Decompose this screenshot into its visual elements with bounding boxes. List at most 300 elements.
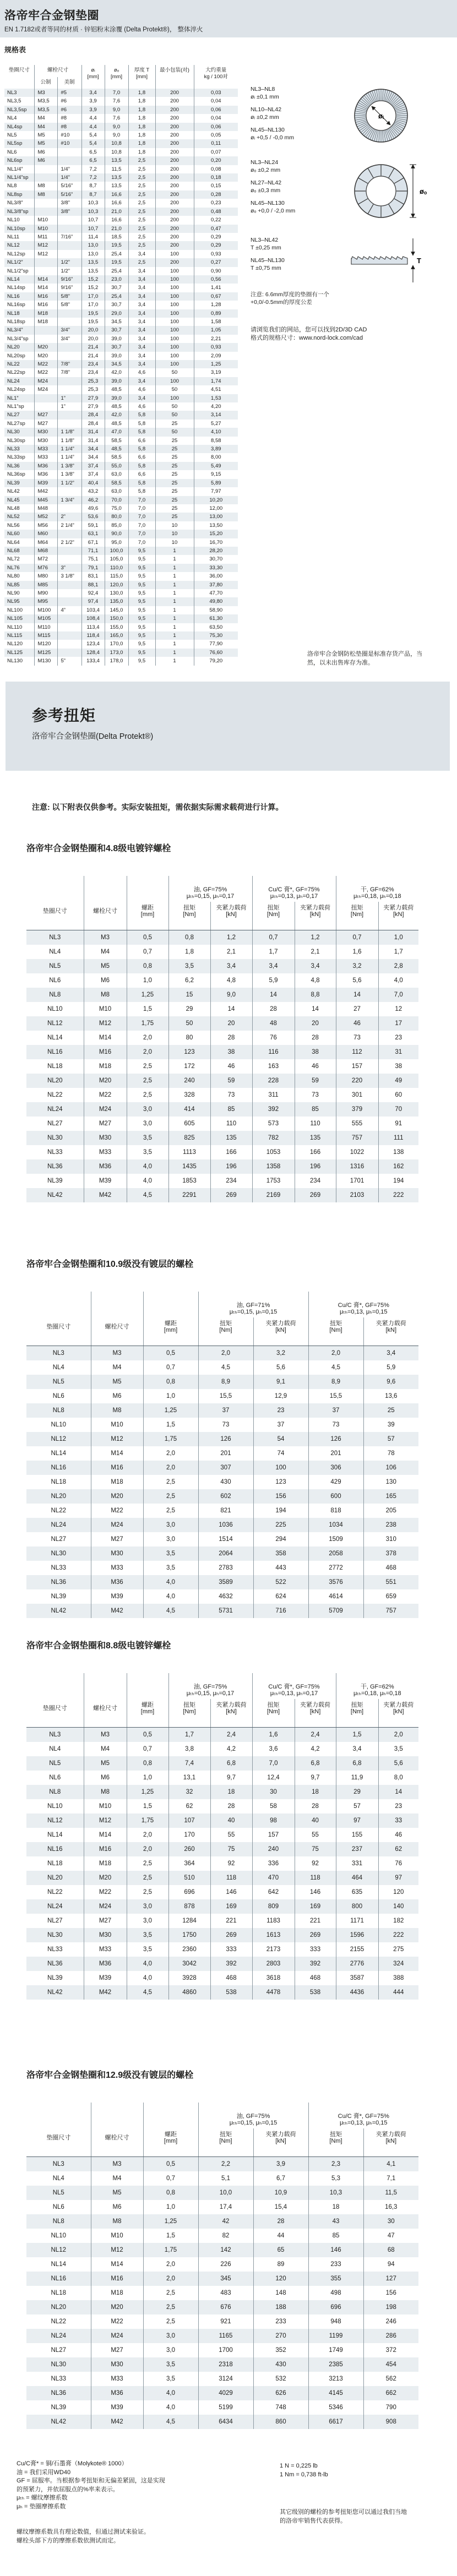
table-cell: 4860 [168,1985,210,2000]
table-row [4,496,238,504]
table-cell: 5,6 [378,1756,418,1771]
table-cell: NL18sp [7,318,25,325]
table-cell: 12,9 [253,1389,308,1403]
table-cell: 222 [378,1188,418,1202]
table-cell: M130 [34,657,57,665]
table-cell: M5 [91,1375,143,1389]
table-cell: 468 [295,1971,336,1985]
table-cell: M3,5 [34,106,57,114]
torque-table-body [26,1728,418,2000]
table-cell: 3/8” [57,199,81,207]
table-row [4,555,238,563]
table-cell: 116 [252,1045,295,1059]
table-cell [57,581,81,589]
table-cell: 0,7 [127,945,168,959]
table-cell: 25 [155,420,194,428]
text-line: [Nm] [183,911,196,918]
table-cell: 3,0 [127,1117,168,1131]
table-cell: 1,7 [252,945,295,959]
table-cell: 200 [155,233,194,241]
table-cell: NL48 [7,505,20,511]
table-cell: NL16 [51,2275,66,2282]
table-cell: 123 [168,1045,210,1059]
table-cell: NL6 [52,2204,64,2210]
table-cell: 10,7 [81,225,105,233]
table-cell: 46 [378,1828,418,1842]
table-cell: 6,5 [81,148,105,156]
table-cell: 3589 [198,1575,253,1589]
table-cell: 1 3/8” [57,470,81,478]
table-row [26,1102,418,1117]
torque-section-4-8 [26,841,418,1202]
table-cell: 57 [363,1432,418,1446]
table-cell: M33 [84,1145,127,1159]
table-cell: 642 [252,1885,295,1899]
table-cell: NL60 [7,531,20,537]
table-row [26,1002,418,1016]
table-cell: 4,5 [143,2415,198,2429]
table-cell: 3/8” [57,208,81,216]
table-cell: 62 [168,1799,210,1813]
text-line: 扭矩 [267,905,280,911]
text-line: 夹紧力载荷 [376,1320,406,1327]
table-cell: NL16 [51,1464,66,1471]
table-row [26,1504,418,1518]
table-cell: 135 [210,1131,252,1145]
table-cell: 15,5 [198,1389,253,1403]
table-cell: 345 [198,2272,253,2286]
table-cell: 1,0 [143,2200,198,2214]
table-cell: M30 [91,1546,143,1561]
text-line: [Nm] [183,1708,196,1715]
table-row [26,1771,418,1785]
table-cell: 3,5 [127,1928,168,1942]
footnotes-left [17,2460,259,2511]
footnote-line: 其它级别的螺栓的参考扭矩您可以通过我们当地 [280,2509,407,2515]
table-cell: M33 [91,2372,143,2386]
table-cell: 3 1/8” [57,572,81,580]
table-cell: 133,4 [81,657,105,665]
table-cell: 1 1/2” [57,479,81,487]
table-cell: 748 [253,2400,308,2415]
table-cell: 200 [155,190,194,199]
torque-column-header [336,1699,378,1728]
table-cell: 573 [252,1117,295,1131]
table-row [26,1856,418,1871]
stock-note-line: 然，以未出售库存为准。 [307,660,374,666]
table-cell: 286 [363,2329,418,2343]
table-cell: 55 [210,1828,252,1842]
table-cell: 364 [168,1856,210,1871]
table-cell: 18 [295,1785,336,1799]
torque-column-header [308,2128,363,2157]
table-cell: 90,0 [105,530,128,538]
table-cell: 238 [363,1518,418,1532]
table-row [26,1117,418,1131]
table-row [4,640,238,648]
table-cell: 2 1/4” [57,521,81,530]
table-cell: 30,70 [194,555,238,563]
table-cell: NL30 [47,1135,63,1141]
table-row [4,437,238,445]
table-cell: 38 [210,1045,252,1059]
table-row [26,2415,418,2429]
table-cell: 58,90 [194,606,238,614]
table-cell: 379 [336,1102,378,1117]
table-cell: M22 [91,1504,143,1518]
table-cell: 11,5 [105,165,128,173]
table-cell: 392 [252,1102,295,1117]
table-cell: 1 [155,614,194,623]
washer-size-column-header: 垫圈尺寸 [26,2128,91,2157]
table-cell: M20 [34,352,57,360]
table-row [26,2171,418,2186]
table-row [26,1174,418,1188]
table-cell: 5/8” [57,301,81,309]
table-cell: NL8 [49,1789,61,1795]
table-cell: M3 [91,2157,143,2172]
table-cell: 6,8 [336,1756,378,1771]
table-row [26,1785,418,1799]
table-cell: 14 [378,1785,418,1799]
table-cell: M52 [34,513,57,521]
table-cell: 311 [252,1088,295,1102]
table-row [26,1813,418,1828]
text-line: [kN] [309,1708,321,1715]
washer-size-column-header: 垫圈尺寸 [26,902,84,930]
table-cell: 48,5 [105,385,128,394]
footnote-line: 螺栓头部下方的摩擦系数依测试而定。 [17,2537,119,2544]
table-cell: 352 [253,2343,308,2357]
table-cell: 40,4 [81,479,105,487]
table-row [26,1728,418,1742]
table-cell: 8,7 [81,182,105,190]
table-cell: 40 [210,1813,252,1828]
table-cell: 140 [378,1899,418,1914]
table-cell: 7/8” [57,360,81,368]
table-cell: 155 [336,1828,378,1842]
footnote-line: 1 Nm = 0,738 ft-lb [280,2471,328,2478]
table-row [4,165,238,173]
table-row [26,1589,418,1604]
spec-col-weight: 大约重量 kg / 100对 [194,65,238,89]
table-cell: 0,04 [194,97,238,105]
table-cell: 75,1 [81,555,105,563]
table-cell: 100 [155,335,194,343]
table-cell: 7,0 [378,988,418,1002]
table-cell: M4 [34,114,57,122]
table-cell: M90 [34,589,57,597]
text-line: 扭矩 [267,1702,280,1708]
table-cell: 23,4 [81,368,105,377]
table-cell: 3,0 [127,1899,168,1914]
table-cell: M14 [91,2257,143,2272]
table-cell: 9,5 [128,631,155,640]
table-cell: 0,93 [194,250,238,258]
table-cell: 468 [210,1971,252,1985]
text-line: NL3–NL42 [251,237,279,243]
inner-diameter-label: øᵢ [378,112,384,120]
table-row [4,453,238,461]
table-cell: 37 [253,1418,308,1432]
header-row [26,2128,418,2157]
table-cell: 43,2 [81,487,105,495]
table-row [4,411,238,419]
table-cell: NL27 [7,412,20,418]
table-cell: 1 1/8” [57,428,81,436]
table-cell: 120 [253,2272,308,2286]
table-cell: 12,00 [194,504,238,513]
text-line: 扭矩 [330,2131,342,2138]
washer-cross-section [351,257,407,264]
table-cell: 10 [155,521,194,530]
table-cell: 9,0 [105,106,128,114]
table-cell: 54 [253,1432,308,1446]
text-line: 油, GF=71% [236,1302,270,1309]
table-cell: 5,89 [194,479,238,487]
table-cell: 19,5 [105,258,128,266]
table-row [26,1346,418,1361]
text-line: [mm] [164,2137,178,2144]
table-cell: 75 [295,1842,336,1856]
table-cell: 8,7 [81,190,105,199]
table-cell: 9,0 [105,123,128,131]
torque-note: 注意: 以下附表仅供参考。实际安装扭矩，需依据实际需求载荷进行计算。 [32,803,284,812]
table-cell: 1284 [168,1914,210,1928]
table-cell: 7/16” [57,233,81,241]
table-cell: 110 [295,1117,336,1131]
table-cell: NL10 [47,1006,63,1012]
clamp-load-column-header [295,1699,336,1728]
table-cell: M18 [91,2286,143,2300]
torque-table-body [26,2157,418,2430]
table-cell: 85 [308,2229,363,2243]
table-cell: 921 [198,2314,253,2329]
table-cell: 1,8 [128,148,155,156]
table-cell: 626 [253,2386,308,2400]
table-cell: NL24 [7,378,20,384]
table-cell: 49 [378,1074,418,1088]
table-cell: NL42 [7,488,20,495]
table-cell: 4145 [308,2386,363,2400]
table-cell: NL39 [7,480,20,486]
table-cell: 9,5 [128,640,155,648]
table-cell: 16,6 [105,199,128,207]
table-cell: 13,0 [81,250,105,258]
table-cell: 1 [155,581,194,589]
table-cell: 818 [308,1504,363,1518]
table-row [26,2229,418,2243]
table-cell [34,208,57,216]
table-cell: 23,4 [81,360,105,368]
table-cell: #10 [57,131,81,139]
table-cell: 269 [295,1928,336,1942]
table-cell: NL3 [49,1731,61,1738]
table-cell: NL39 [47,1178,63,1184]
table-cell: 30,7 [105,326,128,334]
table-cell: M125 [34,649,57,657]
table-cell: NL3/8” [7,200,23,206]
table-cell: 7,0 [128,530,155,538]
table-cell: 0,29 [194,233,238,241]
spec-col-pack: 最小包装(对) [155,65,194,89]
table-cell: 7,0 [128,538,155,547]
table-cell: 1036 [198,1518,253,1532]
table-cell: 1,5 [143,1418,198,1432]
table-cell: 34,5 [105,318,128,326]
table-cell: M30 [84,1928,127,1942]
table-cell: 1,0 [143,1389,198,1403]
table-cell: NL8 [52,1407,64,1414]
table-cell: 3,4 [81,89,105,97]
table-cell [57,216,81,224]
table-row [26,1159,418,1174]
table-cell: M8 [91,1403,143,1418]
table-cell: 2,5 [127,1871,168,1885]
table-cell: NL12 [47,1817,63,1824]
table-cell: 25 [155,479,194,487]
table-cell: 0,5 [143,2157,198,2172]
table-cell: NL4 [49,949,61,955]
table-row [4,318,238,326]
table-cell: 111 [378,1131,418,1145]
table-cell: 2385 [308,2357,363,2372]
table-cell: NL1” [7,395,19,401]
table-cell: M5 [34,139,57,148]
table-row [26,2386,418,2400]
table-cell: NL4 [52,1364,64,1371]
table-cell: NL30 [7,429,20,435]
table-cell: 414 [168,1102,210,1117]
table-cell: 100 [155,284,194,292]
table-row [26,1756,418,1771]
table-cell: 1,5 [336,1728,378,1742]
table-row [4,564,238,572]
table-cell: 1,75 [143,1432,198,1446]
table-cell: 757 [363,1604,418,1618]
table-cell: 27,9 [81,394,105,402]
table-row [4,182,238,190]
text-line: [kN] [275,1326,286,1333]
table-cell: 11,5 [363,2186,418,2200]
header-spacer [143,1292,198,1317]
text-line: [Nm] [266,911,280,918]
table-cell: 15 [168,988,210,1002]
table-cell: 0,48 [194,208,238,216]
footnotes-right [280,2462,445,2479]
table-cell: M39 [84,1971,127,1985]
table-cell: 18 [308,2200,363,2214]
table-cell: 77,90 [194,640,238,648]
table-cell: 1,0 [127,973,168,988]
table-cell: M10 [91,1418,143,1432]
table-cell: 27 [336,1002,378,1016]
table-cell: NL4sp [7,123,23,130]
torque-band-subtitle: 洛帝牢合金钢垫圈(Delta Protekt®) [32,732,154,741]
table-cell: M12 [34,241,57,249]
table-cell: 2173 [252,1942,295,1957]
table-cell: 13,5 [81,258,105,266]
torque-table-title: 洛帝牢合金钢垫圈和10.9级没有镀层的螺栓 [26,1260,194,1269]
table-cell: NL39 [47,1975,63,1981]
table-cell: 5/16” [57,190,81,199]
text-line: [mm] [140,911,155,918]
torque-column-header [336,902,378,930]
table-cell: 6,6 [128,453,155,461]
table-row [4,250,238,258]
table-cell: 1753 [252,1174,295,1188]
table-cell: 4,8 [210,973,252,988]
table-cell: 200 [155,182,194,190]
table-cell: M22 [34,368,57,377]
table-cell: 1,05 [194,326,238,334]
table-cell: 1/4” [57,173,81,182]
table-cell: 33,30 [194,564,238,572]
table-cell: 15,4 [253,2200,308,2214]
table-cell: 1053 [252,1145,295,1159]
table-row [4,402,238,411]
table-cell: 28 [210,1031,252,1045]
table-cell: 100 [155,250,194,258]
table-cell: 9,5 [128,572,155,580]
table-cell: 15,5 [308,1389,363,1403]
table-cell: NL125 [7,649,23,656]
header-spacer [26,1673,84,1699]
table-cell: 4,5 [308,1360,363,1375]
table-cell: 205 [363,1504,418,1518]
table-cell: 23,0 [105,275,128,284]
table-cell: 28,20 [194,547,238,555]
table-cell: 2,5 [127,1885,168,1899]
table-cell: M8 [34,182,57,190]
table-cell: 28,4 [81,411,105,419]
table-cell: 1,75 [127,1016,168,1031]
table-cell: 55,0 [105,462,128,470]
table-cell: 29 [168,1002,210,1016]
table-cell: 659 [363,1589,418,1604]
table-cell: 58,5 [105,437,128,445]
table-cell: 47,70 [194,589,238,597]
table-cell: 156 [253,1489,308,1504]
table-cell: NL100 [7,607,23,613]
table-row [4,623,238,631]
table-cell: M8 [91,2214,143,2229]
text-line: 螺距 [142,905,154,911]
table-row [4,139,238,148]
table-cell: 3/4” [57,335,81,343]
table-row [4,292,238,301]
table-cell: 73 [295,1088,336,1102]
table-cell: 146 [308,2243,363,2257]
table-cell: NL20 [7,344,20,351]
text-line: Cu/C 膏*, GF=75% [268,886,320,893]
text-line: [Nm] [219,1326,232,1333]
table-cell: NL24 [47,1903,63,1910]
text-line: μₜₕ=0,15, μₕ=0,17 [186,892,235,900]
table-cell: NL18 [47,1063,63,1070]
table-cell [57,597,81,606]
table-cell: 2291 [168,1188,210,1202]
table-row [4,572,238,580]
table-cell: 1 3/4” [57,496,81,504]
spec-table [4,65,238,666]
tolerance-note [251,159,350,174]
table-row [26,1799,418,1813]
page-subtitle: EN 1.7182或者等同的材质 · 锌铝粉末涂覆 (Delta Protekt®)， 整体淬火 [4,26,203,33]
table-cell: 9,5 [128,606,155,614]
table-cell: M24 [91,1518,143,1532]
text-line: [kN] [385,1326,397,1333]
